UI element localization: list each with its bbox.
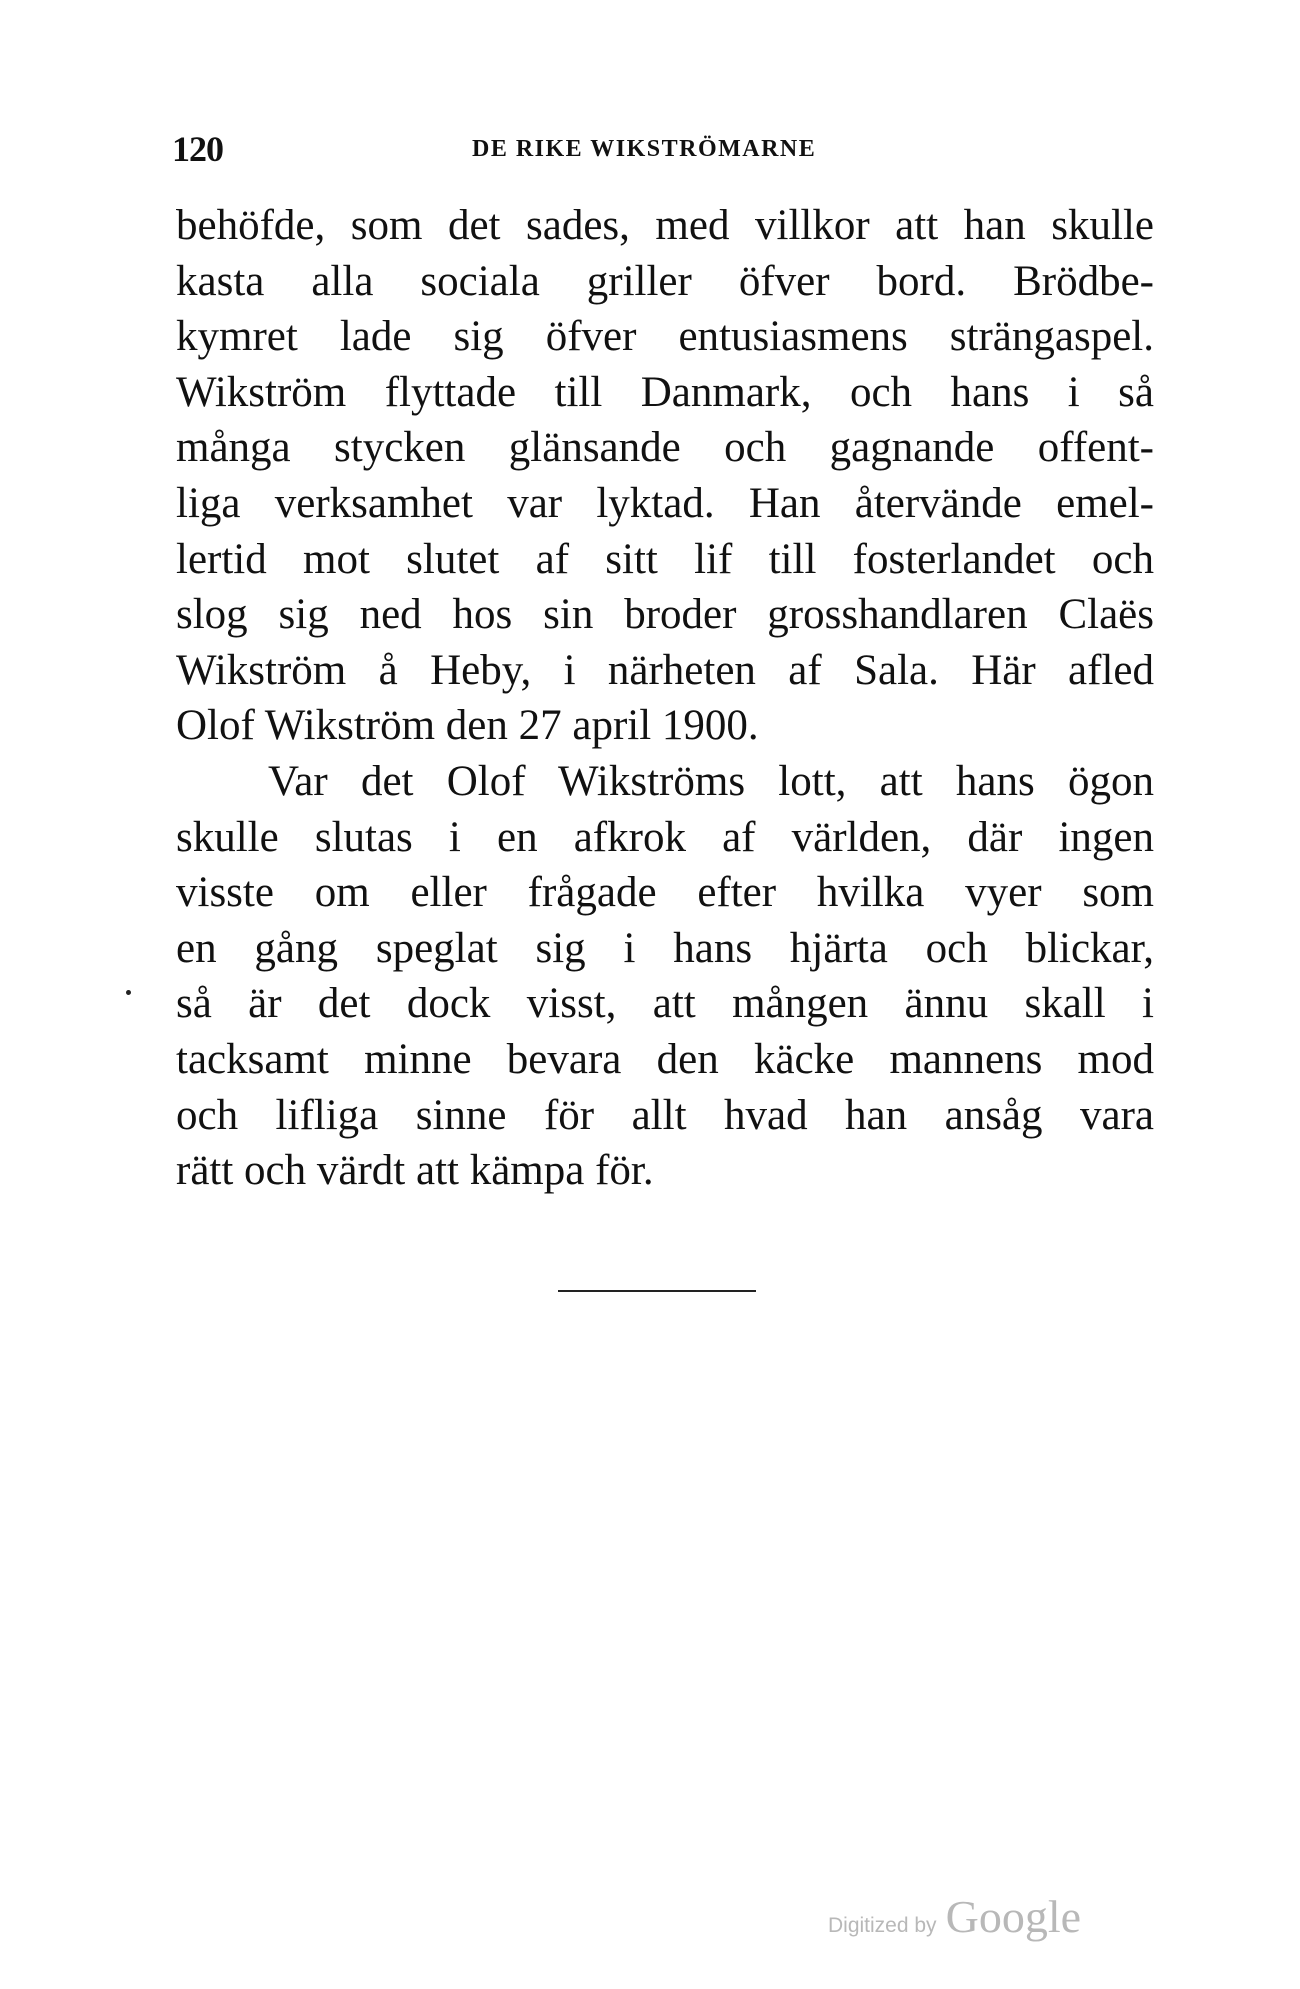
text-line: rätt och värdt att kämpa för. (176, 1147, 654, 1195)
text-line: kasta alla sociala griller öfver bord. Brödbe- (176, 257, 1154, 305)
text-line: Olof Wikström den 27 april 1900. (176, 702, 759, 750)
text-line: kymret lade sig öfver entusiasmens strängaspel. (176, 313, 1154, 361)
text-line: visste om eller frågade efter hvilka vyer som (176, 869, 1154, 917)
running-head (172, 128, 1152, 168)
text-line: slog sig ned hos sin broder grosshandlaren Claës (176, 591, 1154, 639)
text-line: Wikström flyttade till Danmark, och hans i så (176, 368, 1154, 416)
section-end-rule (558, 1290, 756, 1292)
print-speck (126, 990, 131, 995)
text-line: många stycken glänsande och gagnande offent- (176, 424, 1154, 472)
page-number: 120 (172, 129, 223, 169)
watermark-prefix: Digitized by (828, 1914, 937, 1937)
text-line: skulle slutas i en afkrok af världen, där ingen (176, 813, 1154, 861)
text-line: Wikström å Heby, i närheten af Sala. Här afled (176, 646, 1154, 694)
text-line: tacksamt minne bevara den käcke mannens mod (176, 1035, 1154, 1083)
text-line: lertid mot slutet af sitt lif till fosterlandet och (176, 535, 1154, 583)
text-line: så är det dock visst, att mången ännu skall i (176, 980, 1154, 1028)
text-line: en gång speglat sig i hans hjärta och blickar, (176, 924, 1154, 972)
body-text (176, 198, 1154, 1199)
watermark-brand: Google (945, 1891, 1082, 1942)
text-line: liga verksamhet var lyktad. Han återvände emel- (176, 479, 1154, 527)
text-line: och lifliga sinne för allt hvad han ansåg vara (176, 1091, 1154, 1139)
text-line: Var det Olof Wikströms lott, att hans ögon (268, 757, 1154, 805)
running-title: DE RIKE WIKSTRÖMARNE (472, 136, 817, 162)
digitization-watermark (828, 1890, 1081, 1943)
text-line: behöfde, som det sades, med villkor att han skulle (176, 202, 1154, 249)
